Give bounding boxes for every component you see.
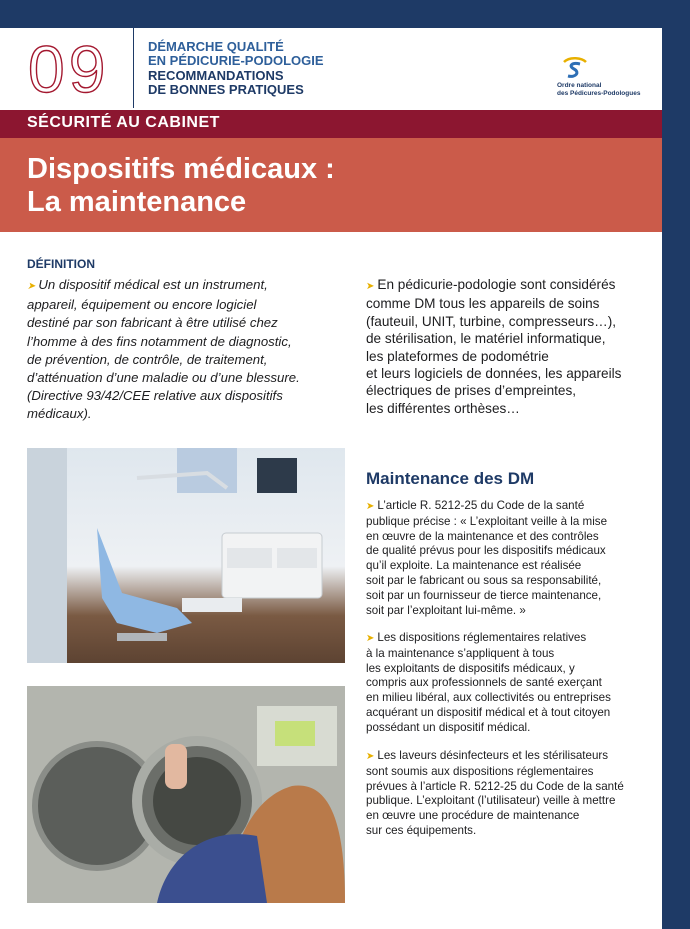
sterilizer-photo: [27, 686, 345, 903]
page-title-line-1: Dispositifs médicaux :: [27, 153, 335, 185]
bullet-arrow-icon: ➤: [366, 501, 375, 512]
header-line-1: DÉMARCHE QUALITÉ: [148, 39, 284, 54]
onpp-logo-icon: [560, 56, 590, 82]
maintenance-paragraph-1: ➤ L’article R. 5212-25 du Code de la santé publique précise : « L’exploitant veille à la mise en œuvre de la maintenance et des contrôles de qualité prévus pour les dispositifs médicaux qu’il exploite. La maintenance est réalisée soit par le fabricant ou sous sa responsabilité, soit par un fournisseur de tierce maintenance, soit par l’exploitant lui-même. »: [366, 499, 608, 617]
maintenance-paragraph-2: ➤ Les dispositions réglementaires relatives à la maintenance s’appliquent à tous les exploitants de dispositifs médicaux, y compris aux professionnels de santé exerçant en milieu libéral, aux collectivités ou entreprises acquérant un dispositif médical et à tout citoyen possédant un dispositif médical.: [366, 631, 611, 734]
bullet-arrow-icon: ➤: [366, 751, 375, 762]
header-line-4: DE BONNES PRATIQUES: [148, 82, 304, 97]
bullet-arrow-icon: ➤: [366, 281, 375, 292]
definition-heading: DÉFINITION: [27, 257, 95, 271]
logo-text: Ordre national des Pédicures-Podologues: [557, 82, 641, 97]
page-title-line-2: La maintenance: [27, 186, 247, 218]
header-separator: [133, 28, 134, 108]
bullet-arrow-icon: ➤: [27, 281, 36, 292]
header-line-2: EN PÉDICURIE-PODOLOGIE: [148, 53, 324, 68]
issue-number: [26, 34, 130, 102]
intro-text: ➤ En pédicurie-podologie sont considérés comme DM tous les appareils de soins (fauteuil, UNIT, turbine, compresseurs…), de stérilisation, le matériel informatique, les plateformes de podométrie et leurs logiciels de données, les appareils électriques de prises d’empreintes, les différentes orthèses…: [366, 277, 622, 416]
maintenance-heading: Maintenance des DM: [366, 469, 535, 488]
header-line-3: RECOMMANDATIONS: [148, 68, 284, 83]
maintenance-paragraph-3: ➤ Les laveurs désinfecteurs et les stérilisateurs sont soumis aux dispositions réglementaires prévues à l’article R. 5212-25 du Code de la santé publique. L’exploitant (l’utilisateur) veille à mettre en œuvre une procédure de maintenance sur ces équipements.: [366, 749, 624, 837]
bullet-arrow-icon: ➤: [366, 633, 375, 644]
svg-text:09: 09: [28, 34, 110, 102]
section-label: SÉCURITÉ AU CABINET: [27, 114, 220, 131]
treatment-room-photo: [27, 448, 345, 663]
top-band: [0, 0, 690, 28]
right-strip: [662, 0, 690, 929]
definition-text: ➤ Un dispositif médical est un instrument, appareil, équipement ou encore logiciel destiné par son fabricant à être utilisé chez l’homme à des fins notamment de diagnostic, de prévention, de contrôle, de traitement, d’atténuation d’une maladie ou d’une blessure. (Directive 93/42/CEE relative aux dispositifs médicaux).: [27, 277, 300, 422]
